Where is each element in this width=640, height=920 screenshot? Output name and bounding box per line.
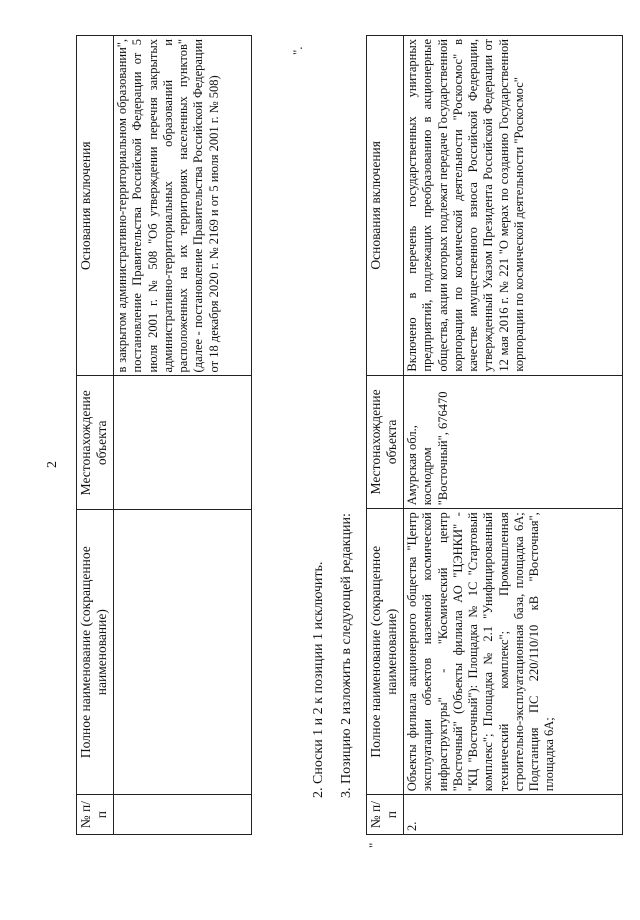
header-name: Полное наименование (сокращенное наименование) <box>367 509 404 795</box>
table-row <box>114 36 252 835</box>
paragraph-2: 2. Сноски 1 и 2 к позиции 1 исключить. <box>311 561 326 798</box>
header-basis: Основания включения <box>367 36 404 376</box>
table-row <box>404 36 623 835</box>
table-header-row <box>77 36 114 835</box>
table-new-position <box>366 35 623 835</box>
header-num: № п/п <box>77 795 114 835</box>
header-location: Местонахождение объекта <box>367 375 404 509</box>
cell-location: Амурская обл., космодром "Восточный", 676470 <box>404 375 623 509</box>
closing-quote: ". <box>290 46 305 55</box>
table-previous <box>76 35 252 835</box>
cell-location <box>114 376 252 510</box>
cell-name: Объекты филиала акционерного общества "Центр эксплуатации объектов наземной космической инфраструктуры" - "Космический центр "Восточный" (Объекты филиала АО "ЦЭНКИ" - "КЦ "Восточный"): Площадка № 1С "Стартовый комплекс"; Площадка № 2.1 "Унифицированный технический комплекс"; Промышленная строительно-эксплуатационная база, площадка 6А; Подстанция ПС 220/110/10 кВ "Восточная", площадка 6А; <box>404 509 623 795</box>
page-number: 2 <box>45 461 60 468</box>
header-name: Полное наименование (сокращенное наименование) <box>77 510 114 795</box>
table-header-row <box>367 36 404 835</box>
cell-name <box>114 510 252 795</box>
header-basis: Основания включения <box>77 36 114 376</box>
cell-num <box>114 795 252 835</box>
paragraph-3: 3. Позицию 2 изложить в следующей редакции: <box>339 513 354 798</box>
cell-basis: в закрытом административно-территориальном образовании", постановление Правительства Российской Федерации от 5 июля 2001 г. № 508 "Об утверждении перечня закрытых административно-территориальных образований и расположенных на их территориях населенных пунктов" (далее - постановление Правительства Российской Федерации от 18 декабря 2020 г. № 2169 и от 5 июля 2001 г. № 508) <box>114 36 252 376</box>
header-location: Местонахождение объекта <box>77 376 114 510</box>
opening-quote: " <box>366 842 381 848</box>
header-num: № п/п <box>367 795 404 835</box>
cell-num: 2. <box>404 795 623 835</box>
cell-basis: Включено в перечень государственных унитарных предприятий, подлежащих преобразованию в акционерные общества, акции которых подлежат передаче Государственной корпорации по космической деятельности "Роскосмос" в качестве имущественного взноса Российской Федерации, утвержденный Указом Президента Российской Федерации от 12 мая 2016 г. № 221 "О мерах по созданию Государственной корпорации по космической деятельности "Роскосмос" <box>404 36 623 376</box>
